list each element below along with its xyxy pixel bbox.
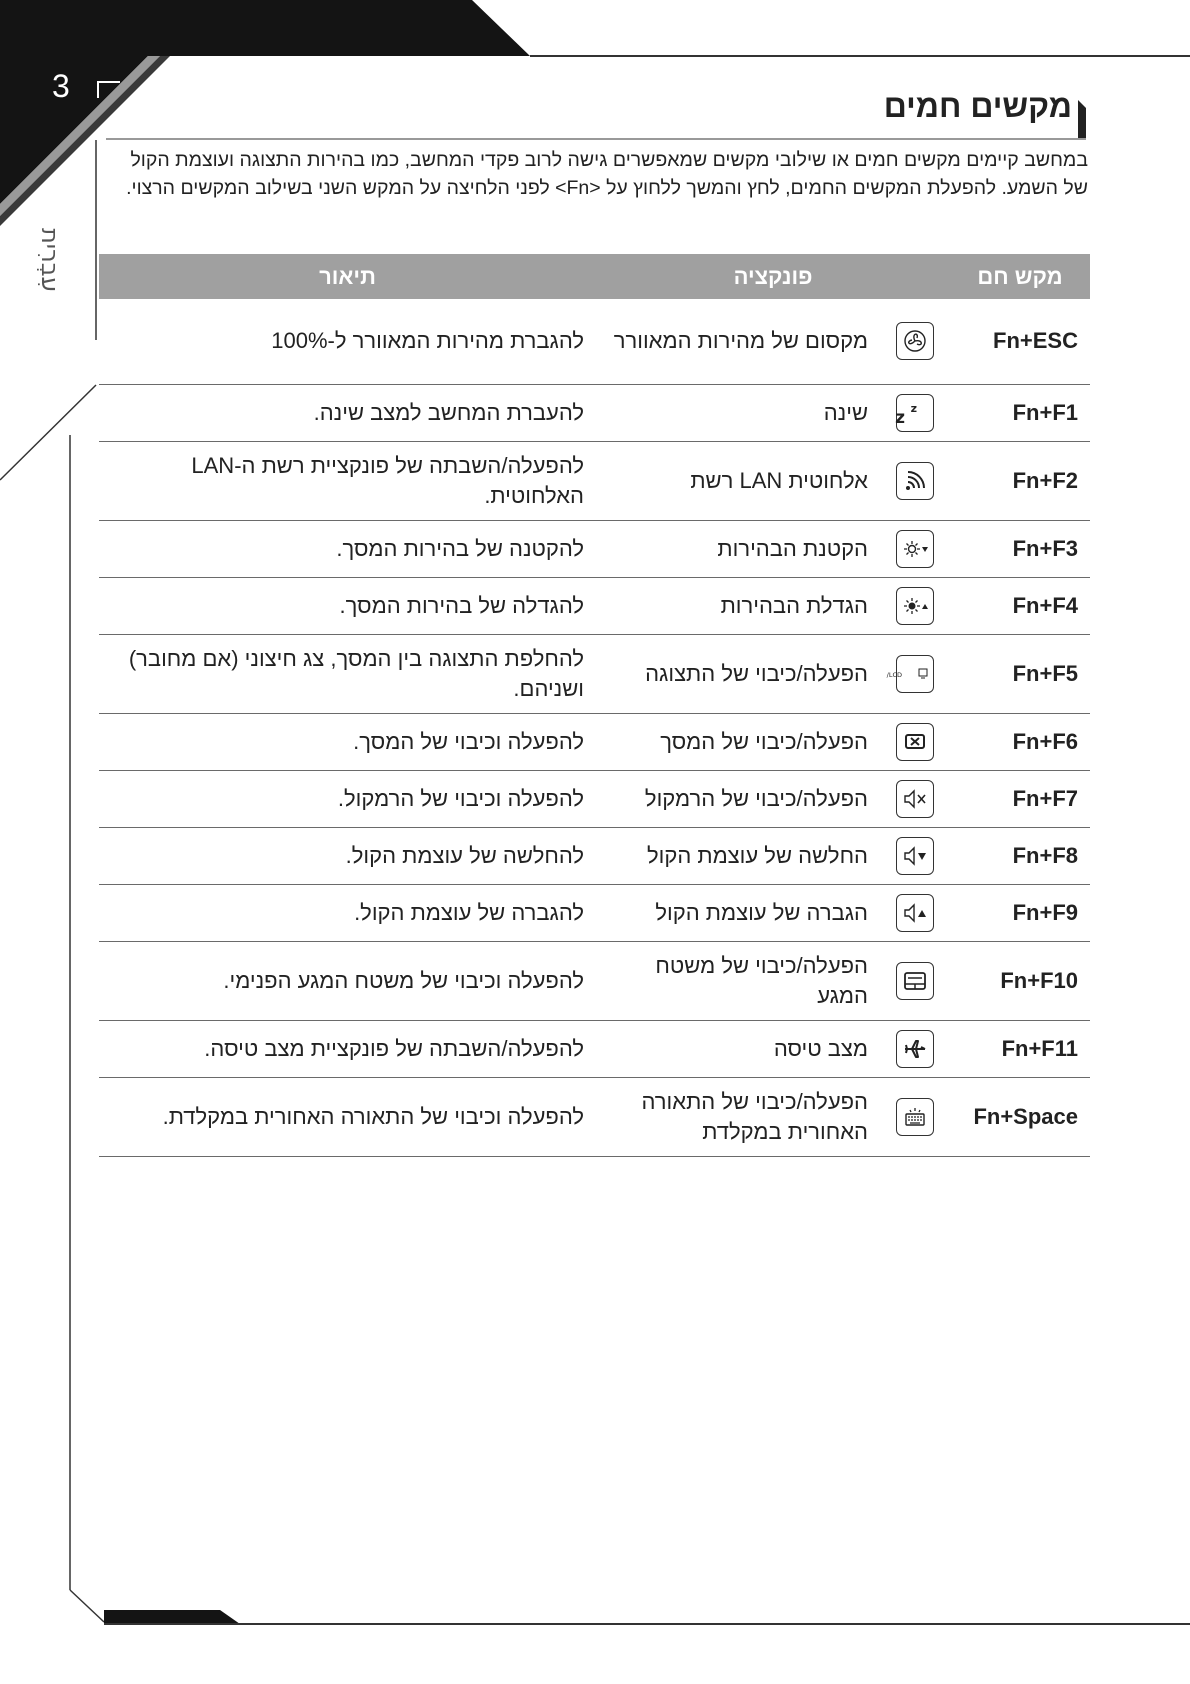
hotkey: Fn+F5 xyxy=(950,634,1090,713)
bottom-left-diagonal xyxy=(70,1590,104,1622)
bottom-black-bar xyxy=(104,1610,240,1624)
header-function: פונקציה xyxy=(596,254,950,299)
speaker-mute-icon xyxy=(896,780,934,818)
wireless-icon xyxy=(896,462,934,500)
description-text: להפעלה וכיבוי של הרמקול. xyxy=(99,770,596,827)
function-text: הגדלת הבהירות xyxy=(596,577,880,634)
hotkey: Fn+Space xyxy=(950,1077,1090,1156)
svg-text:LCD/: LCD/ xyxy=(886,670,902,679)
hotkey: Fn+F7 xyxy=(950,770,1090,827)
table-row xyxy=(99,441,1090,520)
table-row xyxy=(99,770,1090,827)
table-row xyxy=(99,713,1090,770)
volume-up-icon xyxy=(896,894,934,932)
left-diagonal xyxy=(0,385,96,480)
sleep-icon xyxy=(896,394,934,432)
function-text: מקסום של מהירות המאוורר xyxy=(596,299,880,384)
description-text: להגדלה של בהירות המסך. xyxy=(99,577,596,634)
description-text: להחלשה של עוצמת הקול. xyxy=(99,827,596,884)
function-text: הפעלה/כיבוי של הרמקול xyxy=(596,770,880,827)
hotkey: Fn+F3 xyxy=(950,520,1090,577)
screen-off-icon xyxy=(896,723,934,761)
hotkey: Fn+F9 xyxy=(950,884,1090,941)
table-row xyxy=(99,384,1090,441)
function-text: הפעלה/כיבוי של התצוגה xyxy=(596,634,880,713)
description-text: להפעלה/השבתה של פונקציית רשת ה-LAN האלחוטית. xyxy=(99,441,596,520)
airplane-icon xyxy=(896,1030,934,1068)
hotkey: Fn+F10 xyxy=(950,941,1090,1020)
fan-icon xyxy=(896,322,934,360)
keyboard-backlight-icon xyxy=(896,1098,934,1136)
touchpad-icon xyxy=(896,962,934,1000)
description-text: להעברת המחשב למצב שינה. xyxy=(99,384,596,441)
hotkey: Fn+F11 xyxy=(950,1020,1090,1077)
table-row xyxy=(99,520,1090,577)
volume-down-icon xyxy=(896,837,934,875)
description-text: להפעלה וכיבוי של התאורה האחורית במקלדת. xyxy=(99,1077,596,1156)
table-row xyxy=(99,941,1090,1020)
display-switch-icon xyxy=(886,655,934,693)
page-number: 3 xyxy=(52,68,70,104)
svg-text:z: z xyxy=(895,407,905,428)
table-row xyxy=(99,299,1090,384)
hotkey: Fn+F6 xyxy=(950,713,1090,770)
description-text: להחלפת התצוגה בין המסך, צג חיצוני (אם מחובר) ושניהם. xyxy=(99,634,596,713)
function-text: שינה xyxy=(596,384,880,441)
table-header-row xyxy=(99,254,1090,299)
hotkey: Fn+ESC xyxy=(950,299,1090,384)
table-row xyxy=(99,827,1090,884)
description-text: להפעלה וכיבוי של משטח המגע הפנימי. xyxy=(99,941,596,1020)
hotkey: Fn+F2 xyxy=(950,441,1090,520)
table-row xyxy=(99,1020,1090,1077)
table-row xyxy=(99,884,1090,941)
header-key: מקש חם xyxy=(950,254,1090,299)
svg-text:z: z xyxy=(910,401,917,415)
section-intro: במחשב קיימים מקשים חמים או שילובי מקשים שמאפשרים גישה לרוב פקדי המחשב, כמו בהירות התצוגה ועוצמת הקול של השמע. להפעלת המקשים החמים, לחץ והמשך ללחוץ על <Fn> לפני הלחיצה על המקש השני בשילוב המקשים הרצוי. xyxy=(126,149,1088,199)
title-marker xyxy=(1078,100,1086,140)
hotkey: Fn+F1 xyxy=(950,384,1090,441)
description-text: להפעלה/השבתה של פונקציית מצב טיסה. xyxy=(99,1020,596,1077)
function-text: מצב טיסה xyxy=(596,1020,880,1077)
function-text: החלשה של עוצמת הקול xyxy=(596,827,880,884)
table-row xyxy=(99,577,1090,634)
description-text: להקטנה של בהירות המסך. xyxy=(99,520,596,577)
function-text: אלחוטית LAN רשת xyxy=(596,441,880,520)
description-text: להגברת מהירות המאוורר ל-100% xyxy=(99,299,596,384)
table-row xyxy=(99,1077,1090,1156)
description-text: להגברה של עוצמת הקול. xyxy=(99,884,596,941)
header-description: תיאור xyxy=(99,254,596,299)
function-text: הקטנת הבהירות xyxy=(596,520,880,577)
section-title: מקשים חמים xyxy=(883,88,1072,124)
function-text: הפעלה/כיבוי של התאורה האחורית במקלדת xyxy=(596,1077,880,1156)
language-tab-label: עִבְרִית xyxy=(36,228,64,292)
function-text: הפעלה/כיבוי של המסך xyxy=(596,713,880,770)
table-row xyxy=(99,634,1090,713)
brightness-up-icon xyxy=(896,587,934,625)
hotkey: Fn+F8 xyxy=(950,827,1090,884)
description-text: להפעלה וכיבוי של המסך. xyxy=(99,713,596,770)
function-text: הגברה של עוצמת הקול xyxy=(596,884,880,941)
brightness-down-icon xyxy=(896,530,934,568)
hotkeys-table xyxy=(99,254,1090,1157)
function-text: הפעלה/כיבוי של משטח המגע xyxy=(596,941,880,1020)
hotkey: Fn+F4 xyxy=(950,577,1090,634)
